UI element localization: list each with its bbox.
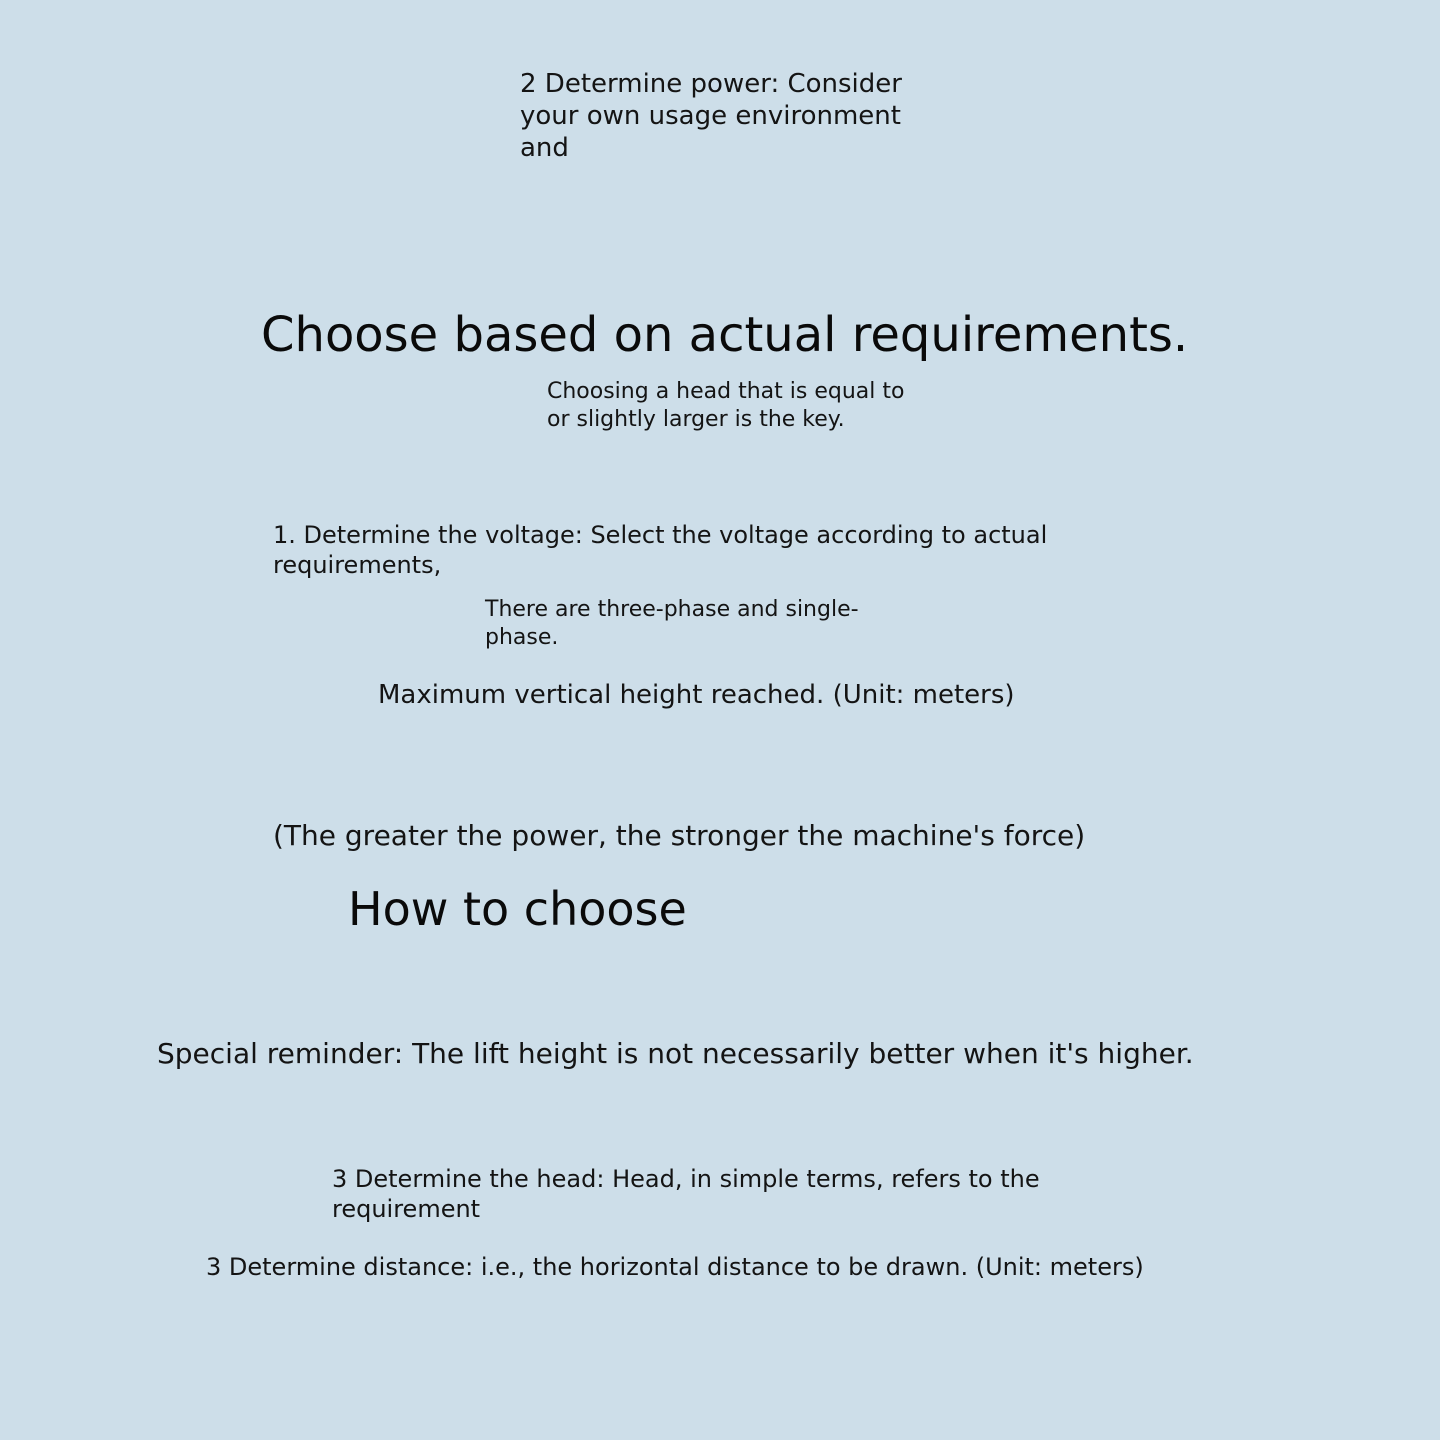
special-reminder-text: Special reminder: The lift height is not necessarily better when it's higher. <box>157 1037 1194 1070</box>
vertical-height-note: Maximum vertical height reached. (Unit: meters) <box>378 680 1015 710</box>
how-to-choose-heading: How to choose <box>348 882 687 936</box>
power-force-note: (The greater the power, the stronger the machine's force) <box>273 819 1086 852</box>
voltage-step-text: 1. Determine the voltage: Select the voltage according to actual requirements, <box>273 521 1048 579</box>
head-definition-text: 3 Determine the head: Head, in simple terms, refers to the requirement <box>332 1165 1040 1223</box>
phase-note: There are three-phase and single-phase. <box>485 597 859 650</box>
distance-step-text: 3 Determine distance: i.e., the horizontal distance to be drawn. (Unit: meters) <box>206 1253 1144 1281</box>
head-key-note: Choosing a head that is equal to or slightly larger is the key. <box>547 379 905 432</box>
power-step-text: 2 Determine power: Consider your own usage environment and <box>520 69 902 163</box>
headline: Choose based on actual requirements. <box>261 307 1189 363</box>
